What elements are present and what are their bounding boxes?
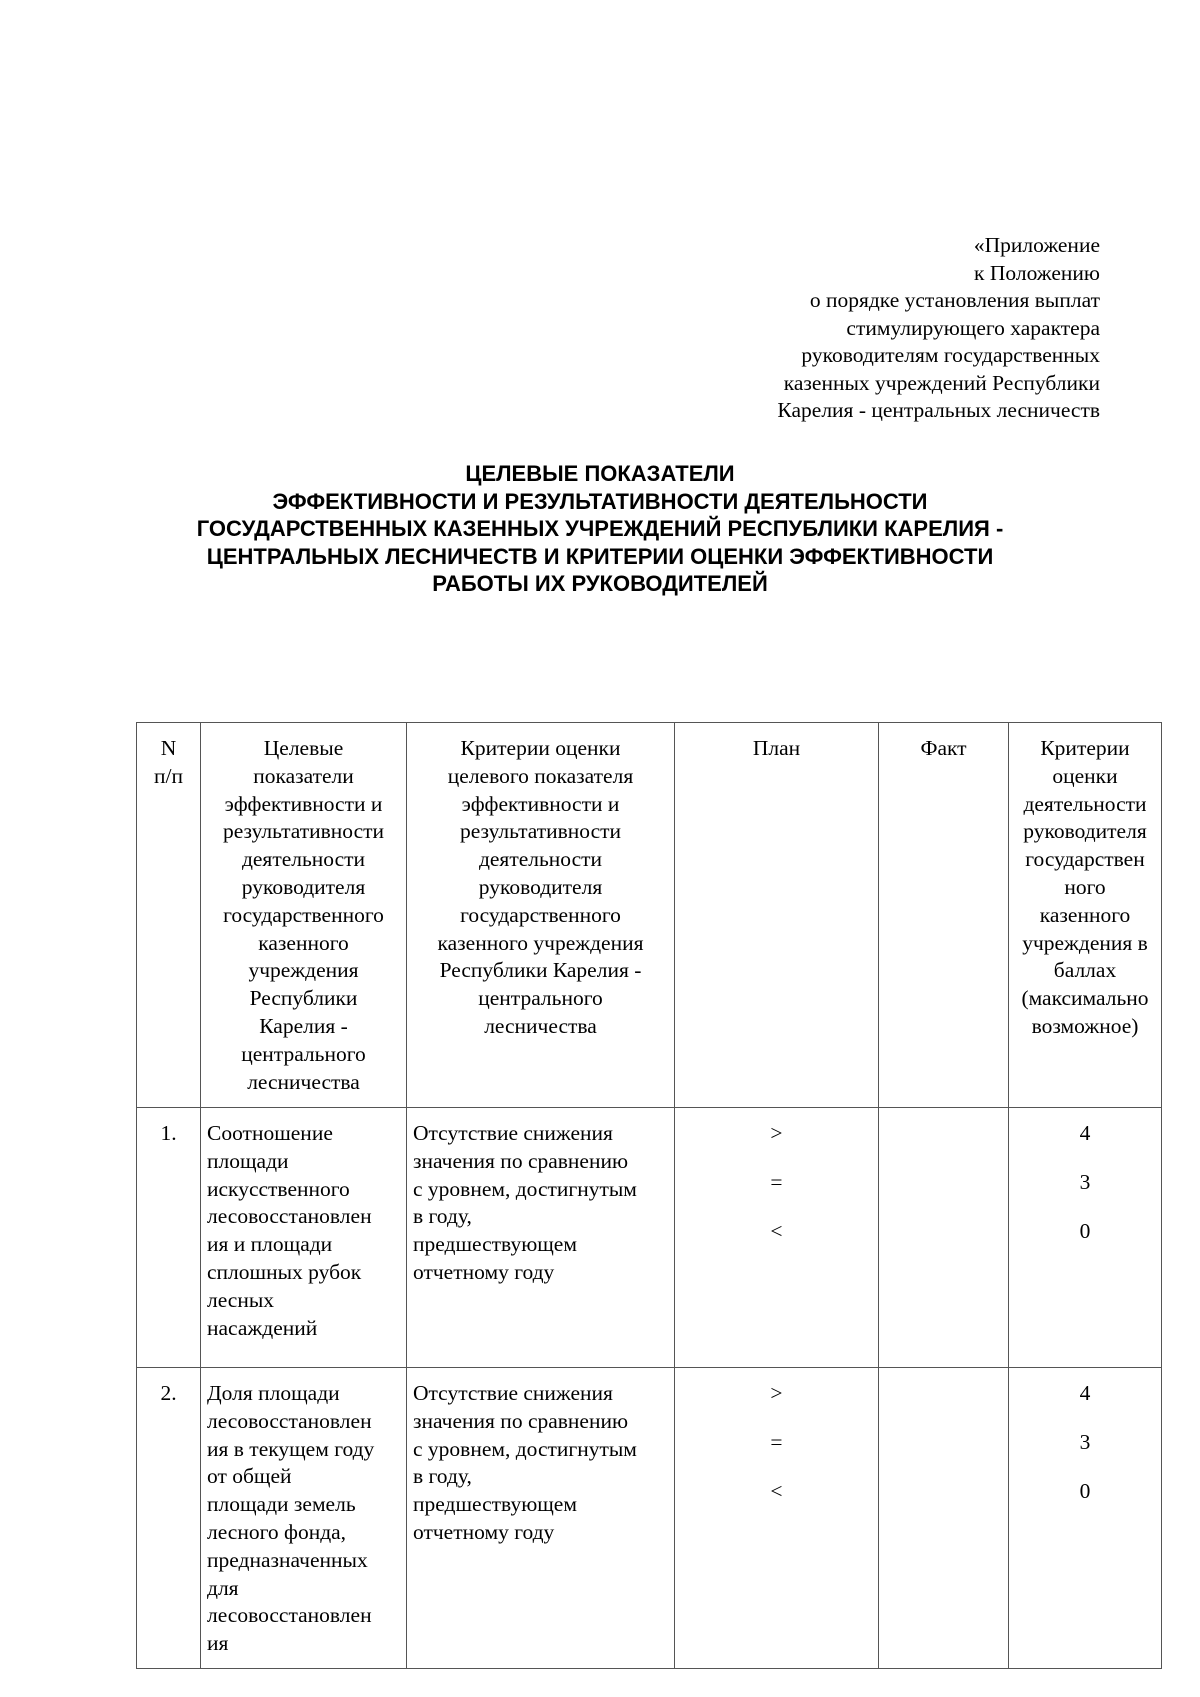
stack-value: 3 (1079, 1430, 1091, 1454)
cell-line: показатели (253, 763, 354, 788)
value-stack (675, 1380, 878, 1527)
cell-line: лесовосстановлен (207, 1603, 372, 1628)
cell-line: Отсутствие снижения (413, 1381, 613, 1405)
row-fact (879, 1368, 1009, 1669)
cell-line: учреждения в (1022, 930, 1148, 955)
cell-line: отчетному году (413, 1519, 555, 1544)
appendix-line: «Приложение (973, 233, 1100, 257)
cell-line: деятельности (478, 847, 603, 872)
cell-line: N (160, 736, 177, 760)
cell-line: деятельности (241, 847, 366, 872)
title-line: ЦЕНТРАЛЬНЫХ ЛЕСНИЧЕСТВ И КРИТЕРИИ ОЦЕНКИ ЭФФЕКТИВНОСТИ (206, 543, 994, 569)
cell-line: площади (207, 1148, 289, 1173)
cell-line: эффективности и (461, 791, 620, 816)
cell-line: сплошных рубок (207, 1259, 362, 1284)
cell-line: искусственного (207, 1176, 350, 1201)
stack-value: 4 (1079, 1381, 1091, 1405)
cell-line: Республики Карелия - (439, 958, 642, 983)
appendix-line: к Положению (974, 260, 1100, 285)
indicators-table (136, 722, 1162, 1669)
cell-line: руководителя (478, 874, 603, 899)
cell-line: Доля площади (207, 1381, 340, 1405)
cell-line: Республики (249, 986, 358, 1011)
appendix-line: Карелия - центральных лесничеств (777, 398, 1100, 422)
cell-line: насаждений (207, 1315, 318, 1340)
cell-line: предназначенных (207, 1547, 368, 1572)
cell-line: казенного (258, 930, 349, 955)
appendix-line: о порядке установления выплат (809, 288, 1100, 312)
cell-line: Карелия - (259, 1013, 348, 1038)
cell-line: ия и площади (207, 1232, 333, 1257)
cell-line: эффективности и (224, 791, 383, 816)
cell-line: лесных (207, 1287, 275, 1312)
cell-line: для (207, 1575, 239, 1600)
cell-line: Целевые (263, 736, 344, 760)
appendix-line: казенных учреждений Республики (783, 370, 1100, 395)
table-row (137, 1368, 1162, 1669)
cell-line: в году, (413, 1464, 472, 1489)
cell-line: казенного учреждения (437, 930, 644, 955)
stack-value: < (770, 1479, 783, 1503)
row-indicator (201, 1108, 407, 1368)
stack-value: = (770, 1430, 783, 1454)
cell-line: центрального (241, 1041, 366, 1066)
cell-line: отчетному году (413, 1259, 555, 1284)
cell-line: целевого показателя (447, 763, 634, 788)
stack-value: 0 (1079, 1219, 1091, 1243)
header-plan (675, 723, 879, 1108)
row-number: 2. (137, 1368, 201, 1669)
document-title (140, 460, 1060, 598)
cell-line: баллах (1053, 958, 1117, 983)
value-stack (1009, 1380, 1161, 1527)
row-score (1009, 1368, 1162, 1669)
cell-line: Факт (920, 736, 967, 760)
stack-value: = (770, 1170, 783, 1194)
cell-line: центрального (478, 986, 603, 1011)
title-line: РАБОТЫ ИХ РУКОВОДИТЕЛЕЙ (432, 571, 768, 597)
cell-line: предшествующем (413, 1492, 577, 1517)
cell-line: предшествующем (413, 1232, 577, 1257)
cell-line: Критерии оценки (460, 736, 621, 760)
row-score (1009, 1108, 1162, 1368)
cell-line: государствен (1025, 847, 1145, 872)
cell-line: ия в текущем году (207, 1436, 375, 1461)
header-fact (879, 723, 1009, 1108)
table-header-row (137, 723, 1162, 1108)
stack-value: < (770, 1219, 783, 1243)
row-indicator (201, 1368, 407, 1669)
cell-line: Отсутствие снижения (413, 1121, 613, 1145)
cell-line: лесовосстановлен (207, 1408, 372, 1433)
cell-line: руководителя (241, 874, 366, 899)
cell-line: лесничества (484, 1013, 597, 1038)
cell-line: (максимально (1021, 986, 1149, 1011)
cell-line: лесовосстановлен (207, 1204, 372, 1229)
header-indicators (201, 723, 407, 1108)
header-num (137, 723, 201, 1108)
title-line: ЭФФЕКТИВНОСТИ И РЕЗУЛЬТАТИВНОСТИ ДЕЯТЕЛЬНОСТИ (272, 488, 928, 514)
title-line: ЦЕЛЕВЫЕ ПОКАЗАТЕЛИ (465, 461, 735, 486)
cell-line: руководителя (1023, 819, 1147, 844)
cell-line: План (752, 736, 801, 760)
cell-line: результативности (459, 819, 622, 844)
header-score (1009, 723, 1162, 1108)
cell-line: государственного (460, 902, 621, 927)
row-criteria (407, 1368, 675, 1669)
header-criteria (407, 723, 675, 1108)
cell-line: п/п (154, 763, 183, 788)
cell-line: ия (207, 1631, 229, 1656)
appendix-line: стимулирующего характера (846, 315, 1100, 340)
stack-value: 4 (1079, 1121, 1091, 1145)
stack-value: 0 (1079, 1479, 1091, 1503)
table-row (137, 1108, 1162, 1368)
appendix-header (580, 232, 1100, 425)
cell-line: Соотношение (207, 1121, 333, 1145)
stack-value: 3 (1079, 1170, 1091, 1194)
cell-line: Критерии (1040, 736, 1130, 760)
cell-line: казенного (1039, 902, 1131, 927)
cell-line: оценки (1052, 763, 1118, 788)
cell-line: деятельности (1023, 791, 1147, 816)
cell-line: площади земель (207, 1492, 356, 1517)
cell-line: возможное) (1031, 1013, 1139, 1038)
row-plan (675, 1108, 879, 1368)
cell-line: с уровнем, достигнутым (413, 1436, 637, 1461)
stack-value: > (770, 1381, 783, 1405)
cell-line: учреждения (248, 958, 359, 983)
appendix-line: руководителям государственных (801, 343, 1100, 367)
title-line: ГОСУДАРСТВЕННЫХ КАЗЕННЫХ УЧРЕЖДЕНИЙ РЕСПУБЛИКИ КАРЕЛИЯ - (196, 516, 1004, 542)
cell-line: лесного фонда, (207, 1519, 347, 1544)
cell-line: значения по сравнению (413, 1408, 629, 1433)
cell-line: лесничества (247, 1069, 360, 1094)
cell-line: значения по сравнению (413, 1148, 629, 1173)
cell-line: результативности (222, 819, 385, 844)
cell-line: с уровнем, достигнутым (413, 1176, 637, 1201)
row-number: 1. (137, 1108, 201, 1368)
row-fact (879, 1108, 1009, 1368)
value-stack (675, 1120, 878, 1267)
stack-value: > (770, 1121, 783, 1145)
cell-line: государственного (223, 902, 384, 927)
row-criteria (407, 1108, 675, 1368)
cell-line: от общей (207, 1464, 292, 1489)
row-plan (675, 1368, 879, 1669)
cell-line: ного (1064, 874, 1106, 899)
value-stack (1009, 1120, 1161, 1267)
cell-line: в году, (413, 1204, 472, 1229)
